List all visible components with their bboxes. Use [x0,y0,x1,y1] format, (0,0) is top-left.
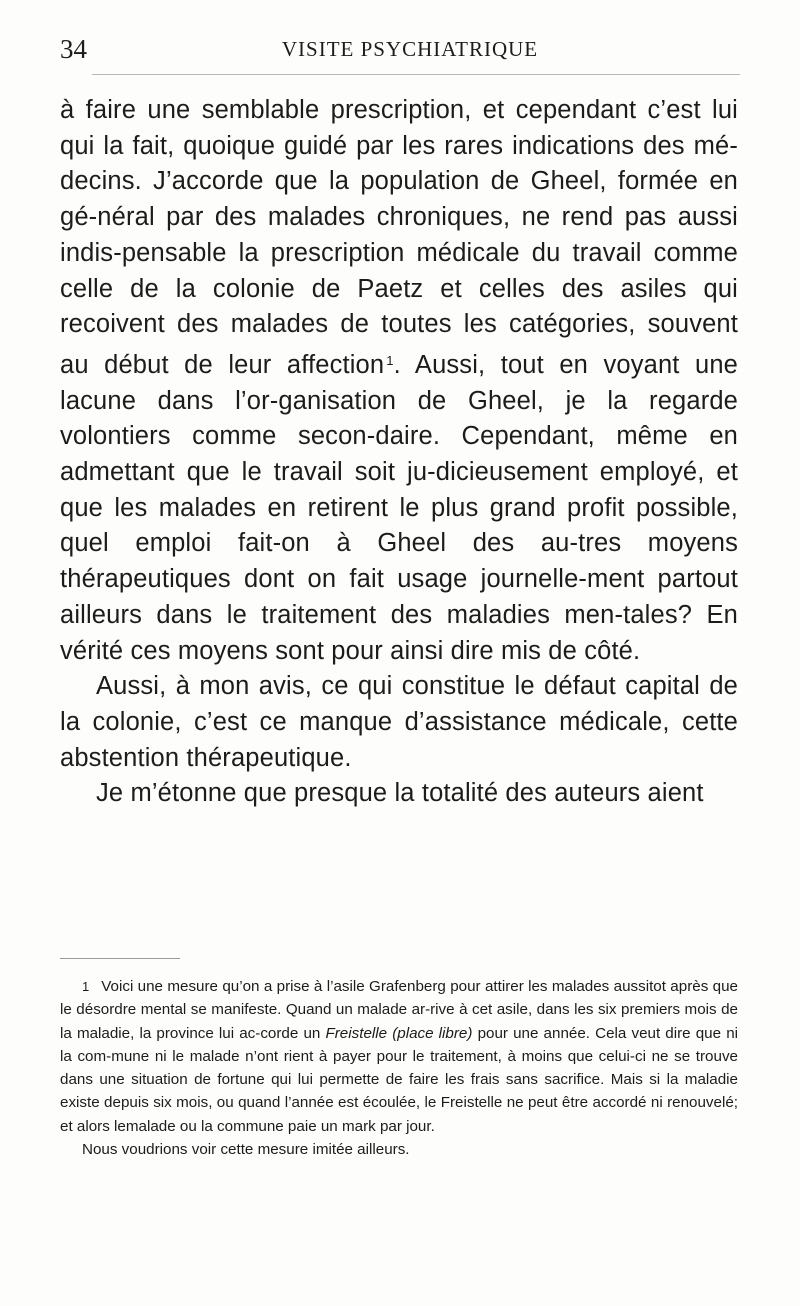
paragraph-1 [60,93,738,669]
footnote-text-a: Voici une mesure qu’on a prise à l’asile Grafenberg pour attirer les malades aussitot après que le désordre mental se manifeste. Quand un malade ar-rive à cet asile, dans les six premiers mois de la maladie, la province lui ac-corde un [60,978,738,1042]
page-number: 34 [60,34,87,64]
footnote-rule [60,958,180,959]
footnote-text-emphasis: Freistelle (place libre) [325,1024,473,1042]
paragraph-1-text-a: à faire une semblable prescription, et cependant c’est lui qui la fait, quoique guidé par les rares indications des mé-decins. J’accorde que la population de Gheel, formée en gé-néral par des malades chroniques, ne rend pas aussi indis-pensable la prescription médicale du travail comme celle de la colonie de Paetz et celles des asiles qui recoivent des malades de toutes les catégories, souvent au début de leur affection [60,96,738,379]
paragraph-2: Aussi, à mon avis, ce qui constitue le défaut capital de la colonie, c’est ce manque d’assistance médicale, cette abstention thérapeutique. [60,672,738,772]
footnote-paragraph-2: Nous voudrions voir cette mesure imitée ailleurs. [82,1141,410,1159]
header-rule [92,74,740,75]
footnote [60,975,738,1161]
paragraph-3: Je m’étonne que presque la totalité des auteurs aient [96,779,704,808]
footnote-marker: 1 [82,979,90,994]
footnote-text-b: pour une année. Cela veut dire que ni la com-mune ni le malade n’ont rient à payer pour le traitement, à moins que celui-ci ne se trouve dans une situation de fortune qui lui permette de faire les frais sans sacrifice. Mais si la maladie existe depuis six mois, ou quand l’année est écoulée, le Freistelle ne peut être accordé ni renouvelé; et alors lemalade ou la commune paie un mark par jour. [60,1024,739,1135]
body-text [60,93,738,812]
footnote-reference[interactable]: 1 [386,352,394,368]
footnote-paragraph-1 [60,975,738,1138]
paragraph-1-text-b: . Aussi, tout en voyant une lacune dans l’or-ganisation de Gheel, je la regarde volontiers comme secon-daire. Cependant, même en admettant que le travail soit ju-dicieusement employé, et que les malades en retirent le plus grand profit possible, quel emploi fait-on à Gheel des au-tres moyens thérapeutiques dont on fait usage journelle-ment partout ailleurs dans le traitement des maladies men-tales? En vérité ces moyens sont pour ainsi dire mis de côté. [60,350,738,665]
running-head: VISITE PSYCHIATRIQUE [281,37,539,61]
